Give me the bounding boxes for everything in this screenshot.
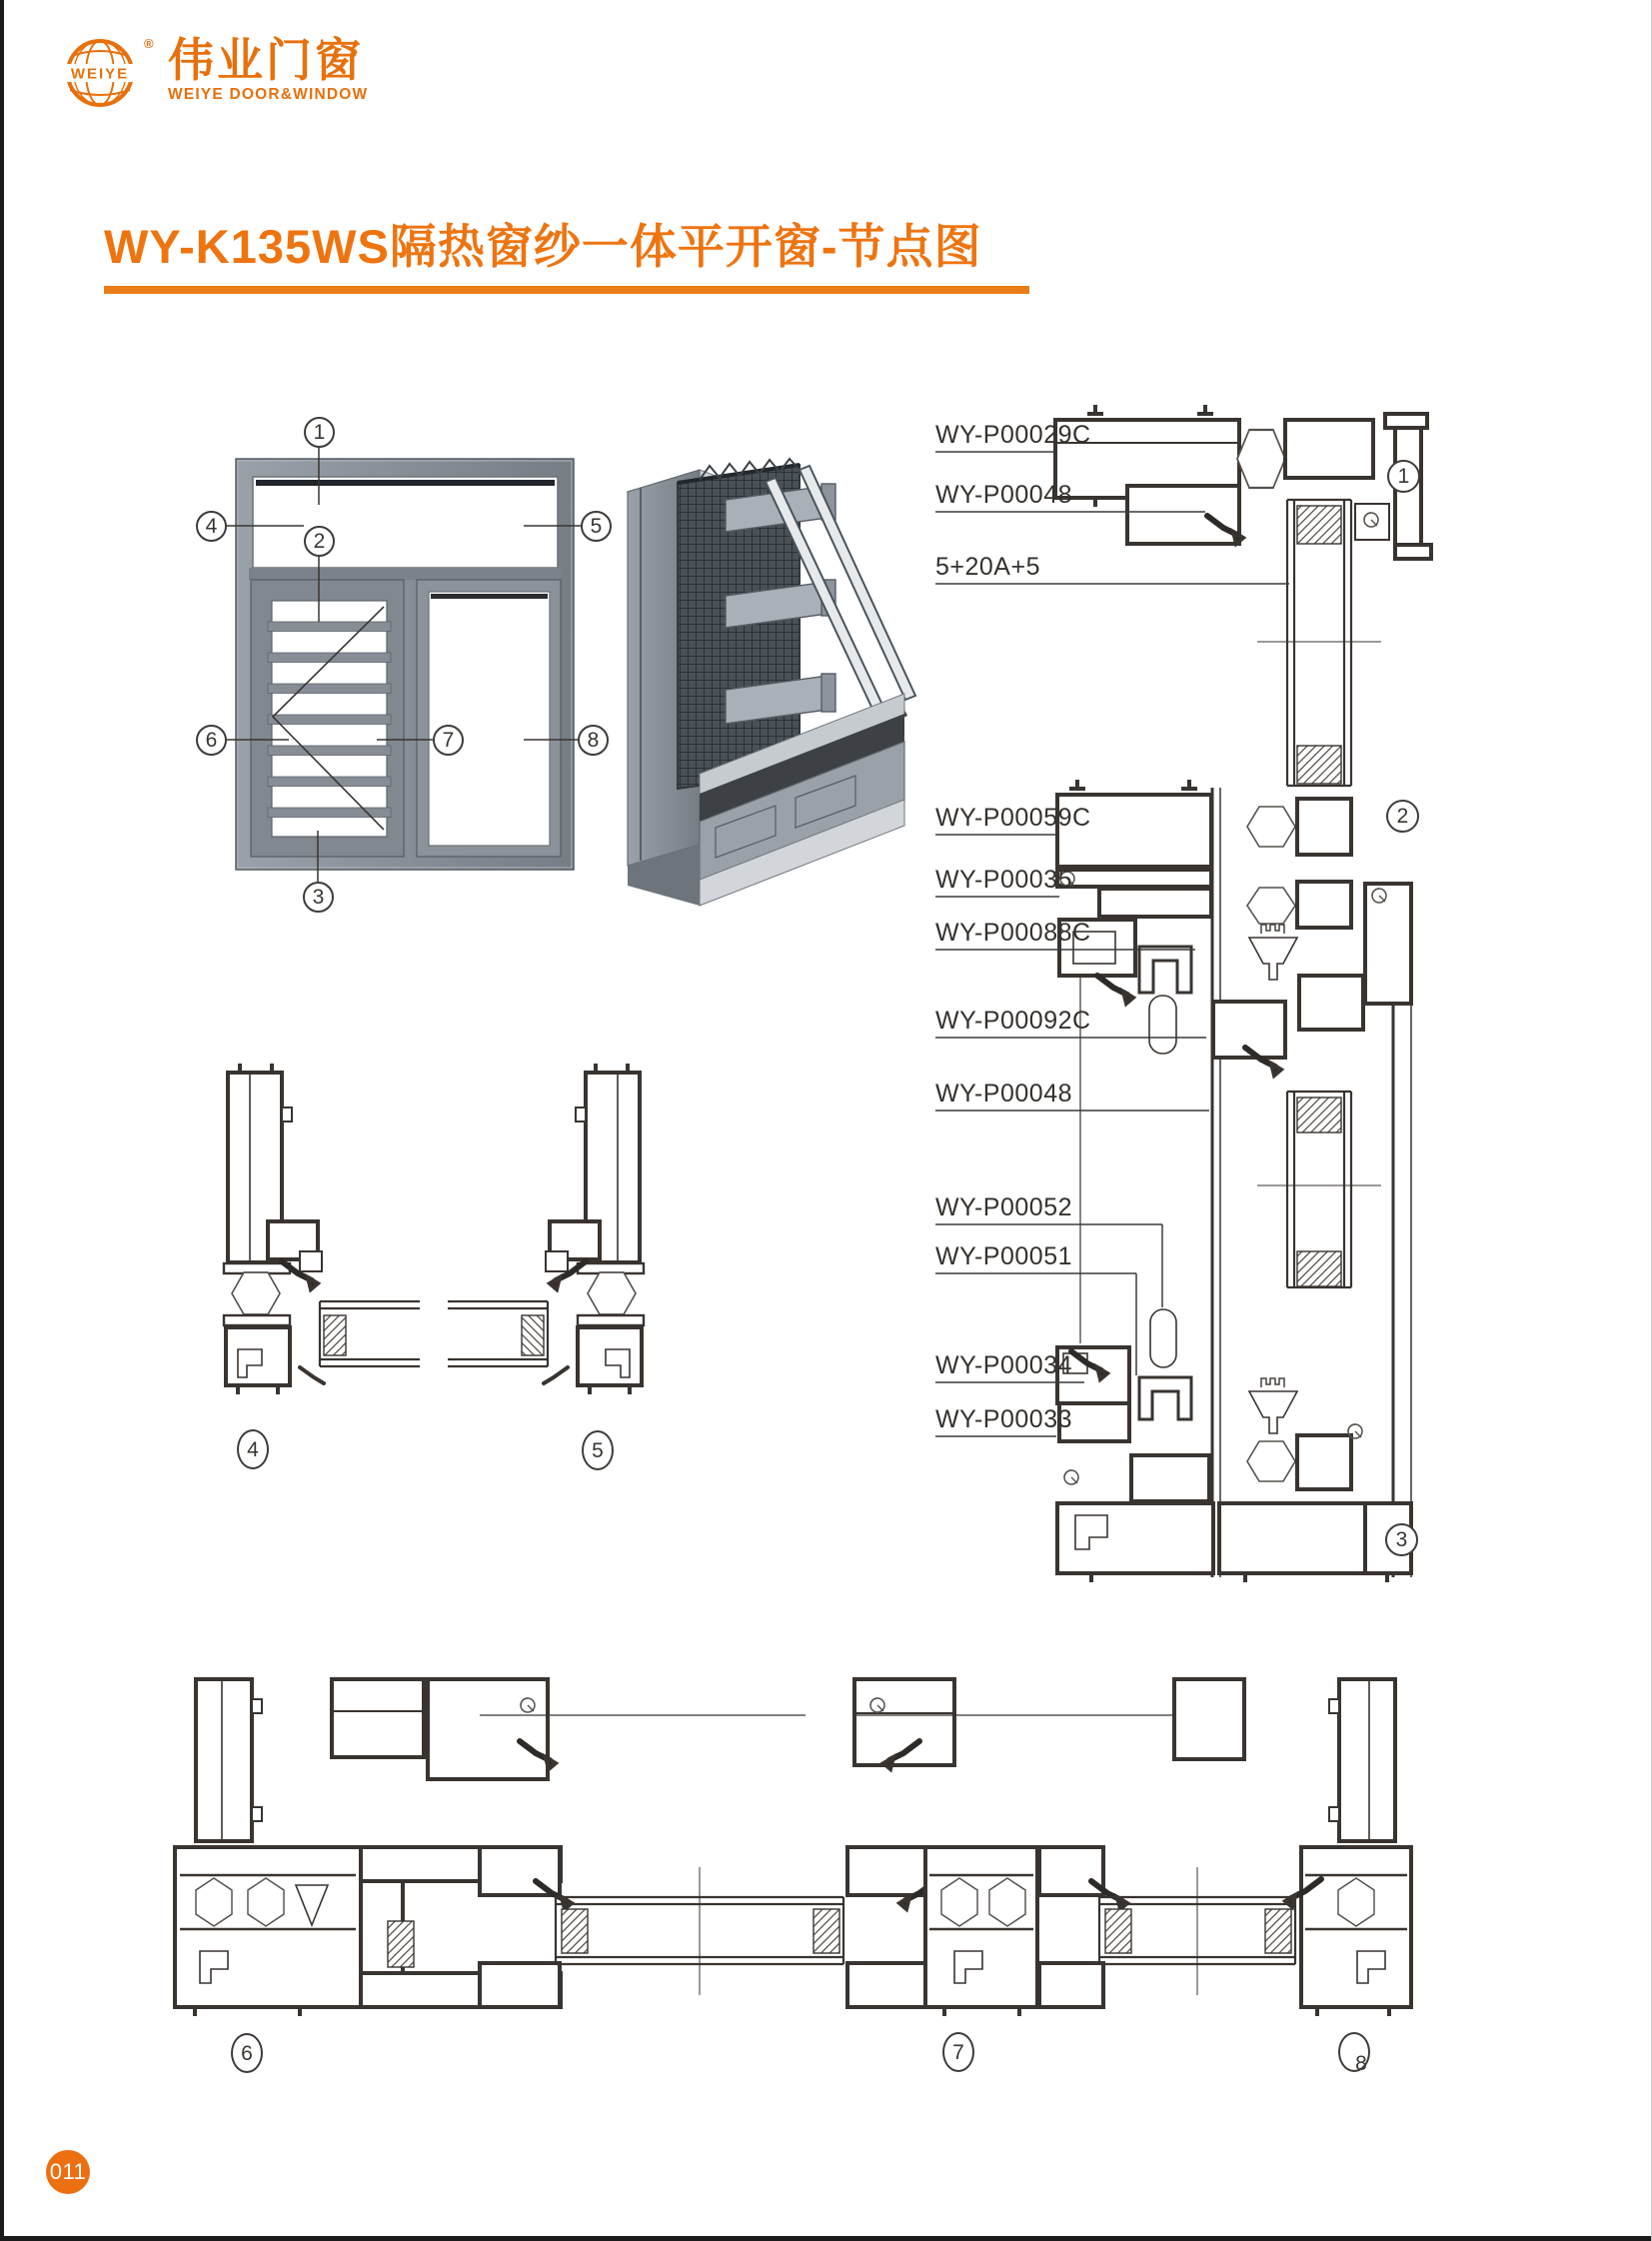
part-label-wy-p00092c: WY-P00092C <box>935 1007 1091 1035</box>
marker-4-number: 4 <box>247 1437 259 1461</box>
callout-3 <box>303 882 334 913</box>
section-marker-3 <box>1385 1523 1418 1556</box>
glass-unit-lower <box>1257 1092 1381 1287</box>
marker-1-number: 1 <box>1397 465 1410 488</box>
callout-4 <box>196 511 227 542</box>
part-label-wy-p00048-mid: WY-P00048 <box>935 1080 1072 1108</box>
section-marker-4 <box>237 1429 269 1469</box>
callout-7 <box>433 725 464 756</box>
marker-6-number: 6 <box>241 2041 253 2065</box>
marker-3-number: 3 <box>1395 1528 1408 1551</box>
part-label-wy-p00035: WY-P00035 <box>935 866 1072 894</box>
marker-2-number: 2 <box>1396 805 1409 828</box>
section-marker-2 <box>1386 800 1419 833</box>
part-label-wy-p00034: WY-P00034 <box>935 1351 1072 1379</box>
callout-8 <box>578 725 609 756</box>
glass-unit-upper <box>1257 500 1381 786</box>
glazing-rails <box>726 484 835 724</box>
part-label-glazing-spec: 5+20A+5 <box>935 553 1040 581</box>
globe-label: WEIYE <box>70 65 130 83</box>
section-marker-1 <box>1387 460 1420 493</box>
part-label-wy-p00048-top: WY-P00048 <box>935 481 1072 509</box>
part-label-wy-p00029c: WY-P00029C <box>935 421 1091 449</box>
part-label-wy-p00059c: WY-P00059C <box>935 804 1091 832</box>
callout-5 <box>581 511 612 542</box>
section-marker-6 <box>231 2033 263 2073</box>
callout-2 <box>304 526 335 557</box>
window-elevation-drawing <box>226 447 581 882</box>
callout-1-number: 1 <box>313 421 326 444</box>
page-title: WY-K135WS隔热窗纱一体平开窗-节点图 <box>104 220 982 273</box>
callout-7-number: 7 <box>442 729 455 752</box>
callout-1 <box>304 417 335 448</box>
callout-8-number: 8 <box>587 729 600 752</box>
brand-name-cn: 伟业门窗 <box>168 34 364 86</box>
vertical-section-drawing <box>1055 405 1431 1582</box>
page-number-badge <box>46 2150 90 2194</box>
section-marker-5 <box>582 1430 614 1470</box>
plan-glass-right <box>1099 1867 1295 1995</box>
jamb-section-pair <box>224 1064 644 1394</box>
part-label-wy-p00088c: WY-P00088C <box>935 919 1091 947</box>
plan-section-drawing <box>175 1679 1411 2016</box>
section-marker-8 <box>1338 2032 1370 2075</box>
marker-7-number: 7 <box>952 2040 964 2064</box>
callout-6 <box>196 725 227 756</box>
registered-mark: ® <box>144 36 154 51</box>
callout-3-number: 3 <box>312 886 325 909</box>
plan-glass-left <box>556 1867 843 1995</box>
marker-8-number: 8 <box>1355 2051 1367 2075</box>
brand-name-en: WEIYE DOOR&WINDOW <box>168 86 369 103</box>
callout-4-number: 4 <box>205 515 218 538</box>
part-label-wy-p00052: WY-P00052 <box>935 1193 1072 1221</box>
part-label-wy-p00051: WY-P00051 <box>935 1242 1072 1270</box>
callout-6-number: 6 <box>205 729 218 752</box>
part-label-wy-p00033: WY-P00033 <box>935 1405 1072 1433</box>
callout-2-number: 2 <box>313 530 326 553</box>
isometric-profile-view <box>628 459 915 906</box>
marker-5-number: 5 <box>592 1438 604 1462</box>
section-marker-7 <box>942 2032 974 2072</box>
callout-5-number: 5 <box>590 515 603 538</box>
page-number: 011 <box>49 2159 87 2184</box>
